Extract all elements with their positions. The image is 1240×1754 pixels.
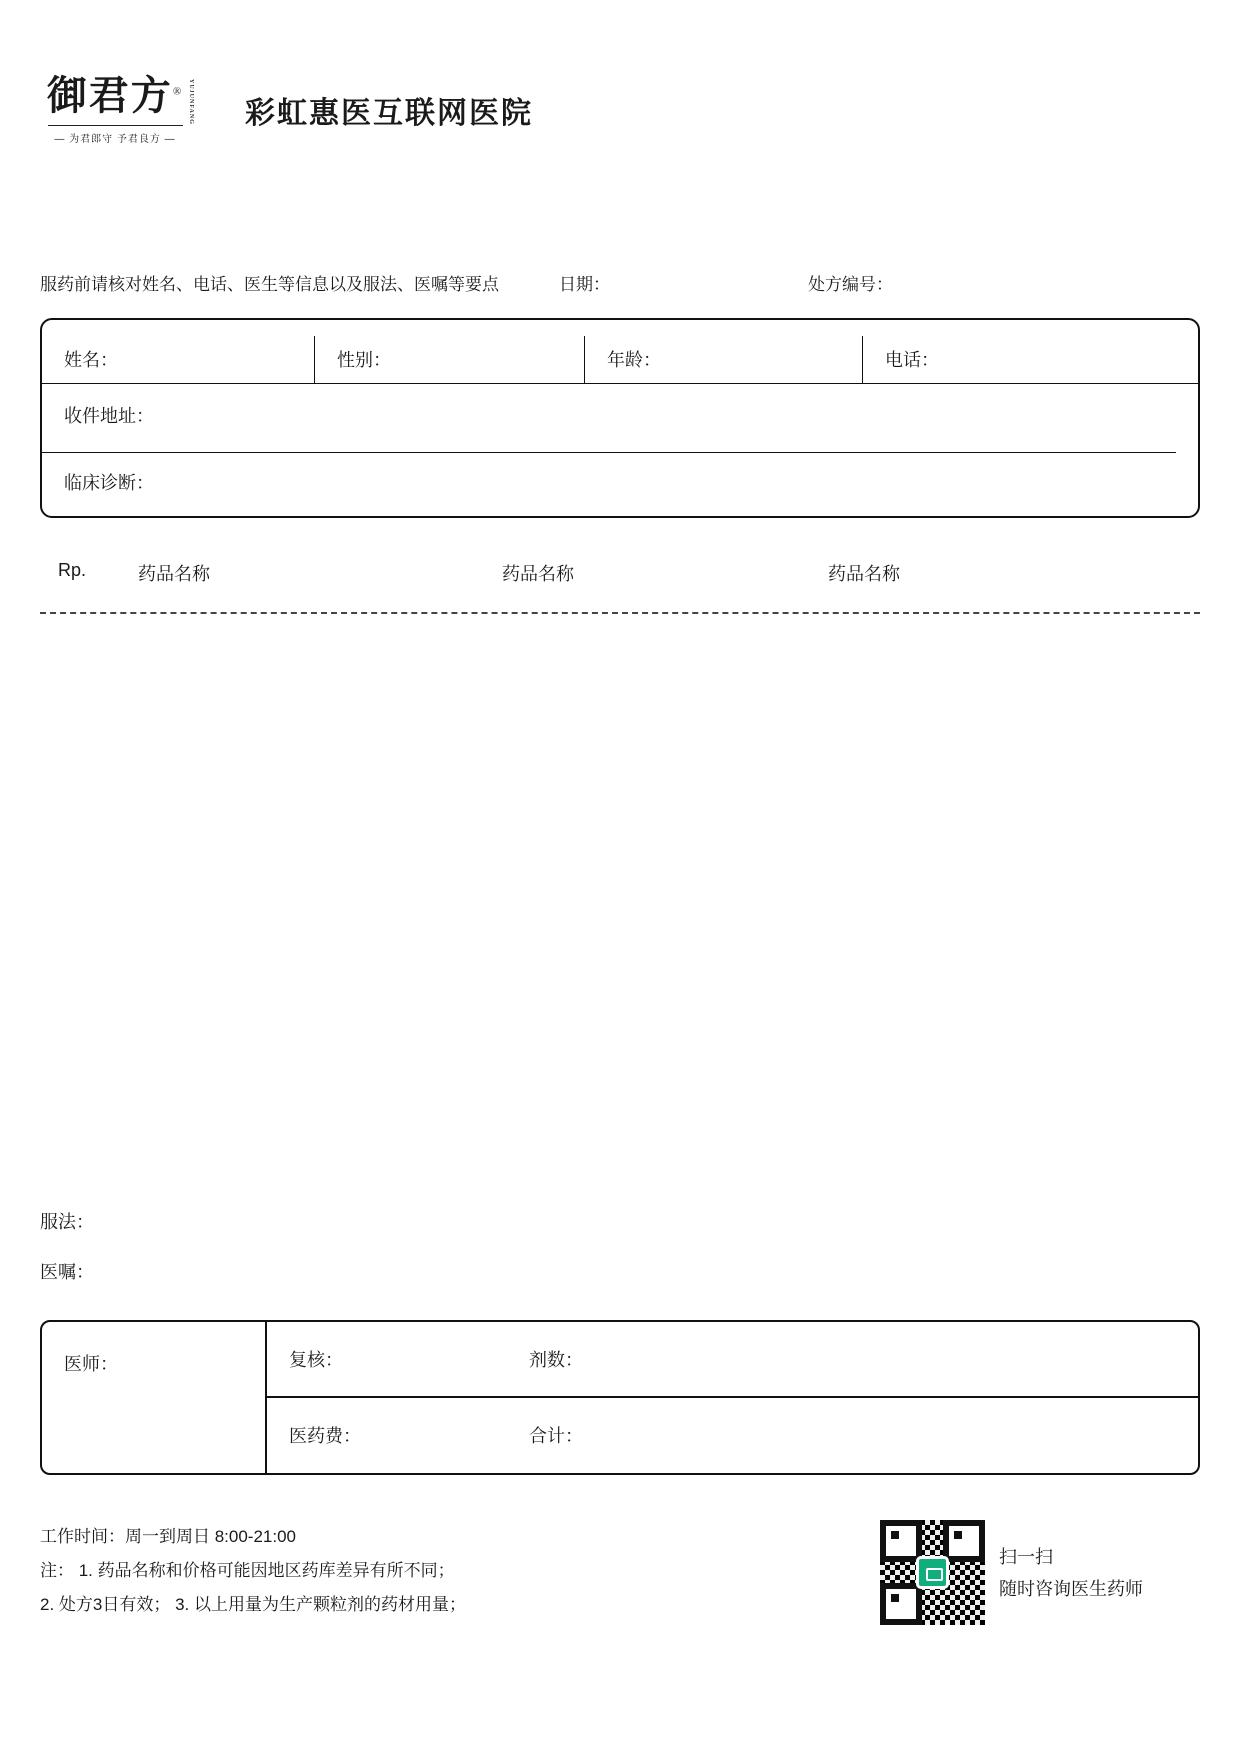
- doctor-field[interactable]: 医师：: [42, 1322, 267, 1473]
- total-fee-field[interactable]: 合计：: [529, 1426, 583, 1447]
- registered-mark-icon: ®: [172, 85, 184, 98]
- doctor-advice-label[interactable]: 医嘱：: [40, 1262, 94, 1282]
- patient-info-box: [40, 318, 1200, 518]
- working-hours-note: 工作时间：周一到周日 8:00-21:00: [40, 1527, 297, 1546]
- rp-label: Rp.: [58, 560, 87, 580]
- drug-name-column-1: 药品名称: [138, 564, 210, 584]
- logo-side-text: YUJUNFANG: [188, 79, 194, 125]
- patient-address-field[interactable]: 收件地址：: [42, 386, 1176, 453]
- footer-notes: [40, 1520, 466, 1622]
- signature-right: [267, 1322, 1198, 1473]
- note-line-1: 注： 1. 药品名称和价格可能因地区药库差异有所不同；: [40, 1561, 455, 1580]
- brand-logo: [40, 73, 194, 145]
- qr-finder-bottom-left: [880, 1583, 922, 1625]
- drug-name-column-2: 药品名称: [502, 564, 574, 584]
- logo-wordmark: [40, 73, 194, 125]
- qr-finder-top-right: [943, 1520, 985, 1562]
- qr-center-logo-icon: [916, 1556, 949, 1589]
- document-header: [40, 75, 533, 145]
- logo-main-text: 御君方: [46, 73, 173, 118]
- logo-tagline: — 为君郎守 予君良方 —: [54, 134, 176, 145]
- patient-age-field[interactable]: 年龄：: [584, 336, 862, 384]
- drug-name-column-3: 药品名称: [828, 564, 900, 584]
- date-label: 日期：: [559, 275, 610, 294]
- prescription-no-label: 处方编号：: [808, 275, 893, 294]
- notice-row: [40, 270, 1200, 295]
- patient-gender-field[interactable]: 性别：: [314, 336, 584, 384]
- qr-finder-top-left: [880, 1520, 922, 1562]
- patient-info-row-1: [42, 320, 1198, 386]
- signature-row-2: [267, 1398, 1198, 1474]
- hospital-name: 彩虹惠医互联网医院: [245, 96, 533, 131]
- recheck-field[interactable]: 复核：: [289, 1349, 343, 1370]
- medicine-fee-field[interactable]: 医药费：: [289, 1426, 361, 1447]
- qr-caption: [999, 1541, 1143, 1605]
- dose-count-field[interactable]: 剂数：: [529, 1349, 583, 1370]
- signature-row-1: [267, 1322, 1198, 1398]
- patient-phone-field[interactable]: 电话：: [862, 336, 1198, 384]
- qr-caption-line-1: 扫一扫: [999, 1546, 1053, 1567]
- clinical-diagnosis-field[interactable]: 临床诊断：: [64, 473, 154, 493]
- qr-code-icon[interactable]: [880, 1520, 985, 1625]
- qr-caption-line-2: 随时咨询医生药师: [999, 1578, 1143, 1599]
- logo-divider: [48, 125, 183, 126]
- qr-block: [880, 1520, 1143, 1625]
- signature-box: [40, 1320, 1200, 1475]
- rp-divider: [40, 612, 1200, 614]
- note-line-2: 2. 处方3日有效； 3. 以上用量为生产颗粒剂的药材用量；: [40, 1595, 466, 1614]
- patient-name-field[interactable]: 姓名：: [42, 336, 314, 384]
- notice-text: 服药前请核对姓名、电话、医生等信息以及服法、医嘱等要点: [40, 275, 499, 294]
- usage-label[interactable]: 服法：: [40, 1212, 94, 1232]
